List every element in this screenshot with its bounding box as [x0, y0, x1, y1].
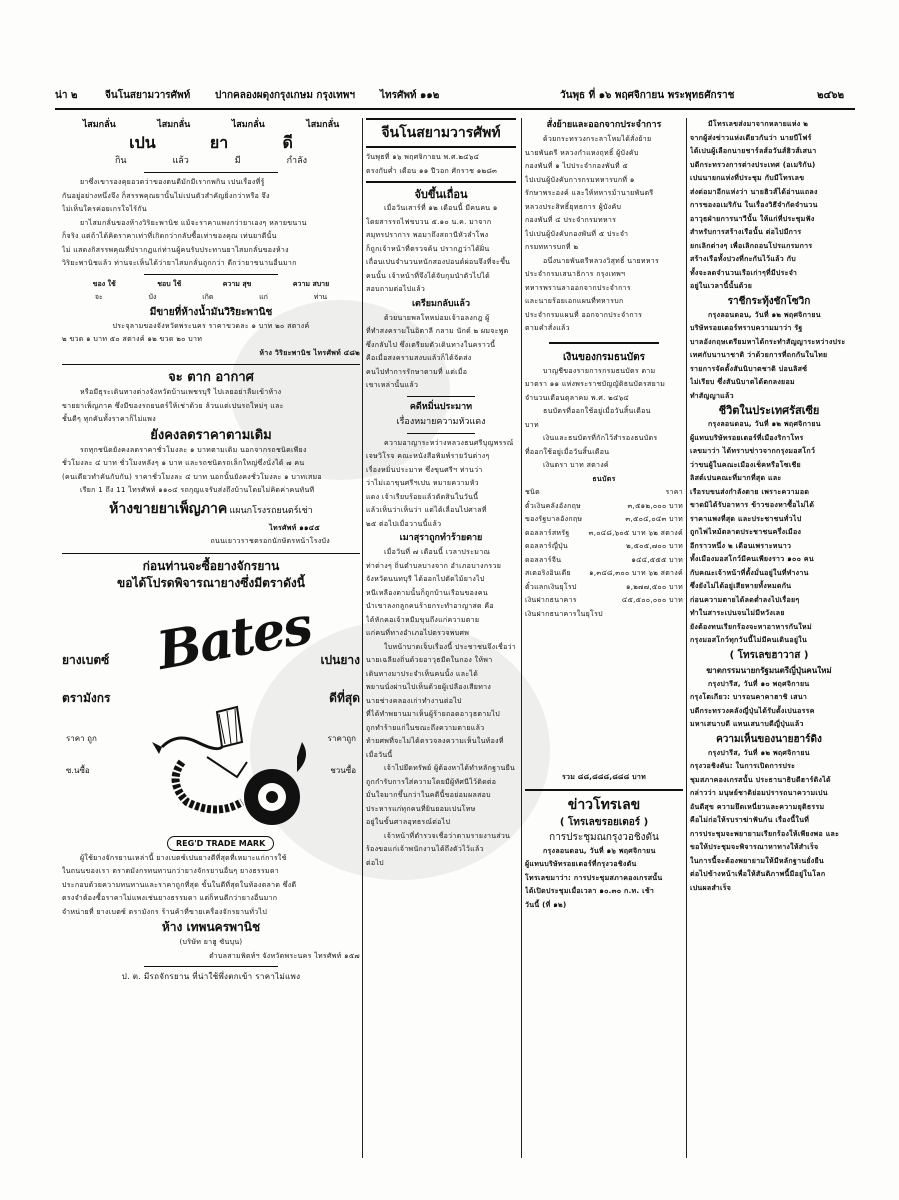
ledger-row [525, 486, 683, 500]
issue-year: ๒๔๖๒ [817, 90, 845, 101]
ledger-total: รวม ๘๘,๘๘๘,๘๘๘ บาท [561, 773, 647, 781]
story-line: เมื่อวันนี้ [366, 750, 393, 759]
story-line: ท่าต่างๆ ถิ่นตำบลบางจาก อำเภอบางกรวย [366, 561, 502, 570]
story-line: นายเฉลียงถิ่นด้วยอาวุธมีดในกอง ให้พา [366, 656, 493, 664]
story-line: เขาเหล่านั้นแล้ว [366, 381, 419, 389]
story-line: ขาดมิได้รับอาหาร ข้าวของหาซื้อไม่ได้ [690, 501, 815, 509]
ledger-amount: ๑,๒๗๗,๕๐๐ บาท [626, 582, 683, 591]
benefit-word: บัง [148, 293, 157, 301]
ledger-amount: ๓,๕๑๒,๐๐๐ บาท [627, 501, 683, 510]
story-line: ประหารแก่ทุกคนที่ยินยอมเปนโทษ [366, 804, 476, 813]
column-divider [521, 118, 522, 1158]
section-rule [62, 364, 360, 365]
bates-body-line: ตรงจำต้องซื้อราคาไม่แพงเช่นยางธรรมดา แต่ก็ทนดีกว่ายางอื่นมาก [62, 894, 278, 902]
story-line: สำหรับการสร้างเรือนั้น ต่อไปมีการ [690, 228, 802, 236]
story-line: ธนบัตร [592, 474, 616, 483]
slogan-word: ไสมกลั่น [157, 120, 191, 130]
section-rule [525, 789, 683, 791]
headline-travel: จะ ตาก อากาศ [168, 370, 254, 385]
story-line: บดีกระทรวงการต่างประเทศ (อเมริกัน) [690, 160, 816, 169]
story-line: ซึ่งยังไม่ได้อยู่เสียหายทั้งหมดกัน [690, 582, 792, 590]
ledger-row [525, 540, 683, 554]
story-line: นายช่างคลองเก่าทำงานต่อไป [366, 696, 462, 705]
headline-telegraph: ข่าวโทรเลข [567, 796, 641, 813]
story-line: แดง เจ้าเรียบร้อยแล้วตัดสินในวันนี้ [366, 492, 479, 501]
ledger-item: ของรัฐบาลอังกฤษ [525, 515, 583, 523]
issue-date: วันพุธ ที่ ๑๖ พฤศจิกายน พระพุทธศักราช [560, 90, 735, 101]
story-line: เรือรบขนส่งกำลังตาย เพราะความอด [690, 487, 810, 496]
column-divider [686, 118, 687, 1158]
bates-right-text: ราคาถูก [327, 733, 356, 743]
bates-footer: ป. ต. มีรถจักรยาน ที่น่าใช้พึ่งตกเข้า ราคาไม่แพง [121, 972, 301, 981]
bates-company: (บริษัท ยาฮู ซันบุน) [179, 938, 243, 946]
price-body-line: รถทุกชนิดยังคงลดราคาชั่วโมงละ ๑ บาทตามเดิม นอกจากรถชนิดเพียง [80, 445, 307, 454]
column-news-2 [525, 118, 683, 912]
story-line: การของอเมริกัน ในเรื่องวิธีจำกัดจำนวน [690, 201, 818, 209]
story-line: อนึ่งนายพันตรีหลวงวิสุทธิ์ นายทหาร [543, 256, 660, 265]
story-line: เถื่อนเปนจำนวนหนักสองปอนด์ผ่อนจึงที่จะขึ้น [366, 258, 511, 266]
story-line: กองพันที่ ๑ ไปประจำกองพันที่ ๕ [525, 162, 629, 170]
ledger-item: เงินฝากธนาคาร [525, 596, 577, 604]
story-line: กรุงมอสโกว์ทุกวันนี้ไม่มีคนเดินอยู่ใน [690, 636, 808, 644]
story-line: กองพันที่ ๔ ประจำกรมทหาร [525, 216, 617, 224]
story-line: หลวงประสิทธิ์ยุทธการ ผู้บังคับ [525, 202, 622, 211]
shop-name: ห้างขายยาเพ็ญภาค [109, 500, 228, 517]
story-line: สร้างเรือทั้งปวงที่กะกันไว้แล้ว กับ [690, 255, 796, 263]
ledger-amount: ๑๔๔,๕๕๕ บาท [631, 555, 683, 564]
bates-left-text: ยางเบตซ์ [62, 652, 110, 667]
bates-left-text: ซ.นซื้อ [66, 765, 90, 775]
story-line: ก่อนความตายได้ลดต่ำลงไปเรื่อยๆ [690, 595, 800, 604]
ad-body-line: ยาซึ่งเขารองคุยอวดว่าของตนดีมักมีเรากพกิน เปนเรื่องที่รู้ [80, 178, 265, 186]
benefit-word: เกิด [202, 293, 214, 301]
divider [407, 433, 475, 434]
story-line: นายพันตรี หลวงกำแหงฤทธิ์ ผู้บังคับ [525, 148, 639, 157]
ledger-amount: ๓,๕๐๔,๐๔๓ บาท [625, 515, 683, 523]
russia-source: ( โทรเลขฮาวาส ) [729, 649, 809, 661]
story-line: ความอาญาระหว่างหลวงธนศรีบุญพรรณ์ [384, 438, 514, 447]
shop-address: ถนนเยาวราชตรอกนักษัตรหน้าโรงบัง [210, 537, 330, 545]
page-header [55, 88, 855, 106]
story-line: นำเขาลงกลูกคนร้ายกระทำอาญาสด คือ [366, 602, 494, 610]
story-line: และนายร้อยเอกแผนที่ทหารบก [525, 297, 624, 305]
story-line: มหาเสนาบดี แทนเสนาบดีญี่ปุ่นแล้ว [690, 720, 804, 728]
benefit-word: ความ สบาย [292, 279, 330, 288]
bates-right-text: ชวนซื้อ [330, 765, 356, 775]
story-line: ยังต้องทนเรียกร้องจะหาอาหารกันใหม่ [690, 622, 812, 631]
story-line: ได้หักคอเจ้าหมีมขุนถึงแก่ความตาย [366, 615, 480, 624]
story-line: ราคาแพงที่สุด และประชาชนทั่วไป [690, 514, 802, 523]
story-line: เปนนายกแห่งที่ประชุม กับมีโทรเลข [690, 174, 805, 182]
headline-transfer: สั่งย้ายและออกจากประจำการ [546, 120, 662, 130]
ledger-amount: ๔๕,๕๐๐,๐๐๐ บาท [621, 596, 683, 604]
ledger-item: ชนิด [525, 488, 540, 496]
story-line: บาลอังกฤษเตรียมหาได้กระทำสัญญาระหว่างประ [690, 337, 846, 346]
story-line: ว่าไม่เอาขุนศรีฯเปน หมายความหัว [366, 479, 479, 487]
ledger-row [525, 581, 683, 595]
shop-phone: ไทรศัพท์ ๑๑๔๕ [269, 523, 320, 532]
story-line: ก็ถูกเจ้าหน้าที่ตรวจค้น ปรากฏว่าได้ฝิ่น [366, 244, 490, 253]
ledger-row [525, 527, 683, 541]
ledger-item: ดอลลาร์ญี่ปุ่น [525, 542, 568, 550]
ad-price: ๒ ขวด ๑ บาท ๕๐ สตางค์ ๑๒ ขวด ๒๐ บาท [62, 335, 203, 343]
story-line: ไปเปนผู้บังคับกองพันที่ ๕ ประจำ [525, 229, 629, 238]
shop-subtitle: แผนกโรงรถยนตร์เช่า [229, 505, 313, 516]
story-line: จากผู้ส่งข่าวแห่งเดียวกันว่า นายบีโฟร์ [690, 133, 812, 142]
story-line: คือเมื่อสงครามสงบแล้วก็ได้จัดส่ง [366, 354, 472, 362]
headline-russia: ชีวิตในประเทศรัสเซีย [718, 404, 820, 417]
ad-body-line: ไม่ แสดงกิสรรพคุณที่ปรากฏแก่ท่านผู้คนรับประทานยาไสมกลั่นของห้าง [62, 245, 289, 254]
story-line: จังหวัดนนทบุรี ได้ออกไปตัดไม้ยางไป [366, 575, 485, 583]
story-line: เจ้าหน้าที่ตำรวจเชื่อว่าตามรายงานส่วน [384, 831, 511, 840]
ad-body-line: วิริยะพานิชแล้ว ท่านจะเห็นได้ว่ายาไสมกลั่นถูกกว่า ดีกว่ายาขนานอื่นมาก [62, 259, 297, 267]
shop-signature [62, 498, 360, 522]
bates-address: ตำบลสามพิตท์ฯ จังหวัดพระนคร ไทรศัพท์ ๑๕๗ [209, 951, 360, 960]
story-line: ได้เปนผู้เลือกนายชาร์ลส์อวันส์ฮิวส์เสนา [690, 147, 817, 155]
story-line: บาญชีของรายการกรมธนบัตร ตาม [543, 366, 656, 375]
section-rule [62, 553, 360, 554]
story-line: กรุงลอนดอน, วันที่ ๑๒ พฤศจิกายน [708, 310, 821, 319]
story-line: ตามคำสั่งแล้ว [525, 324, 570, 332]
story-line: ขอให้ประชุมจะพิจารณาหาทางให้สำเร็จ [690, 843, 819, 851]
paper-address: ปากคลองผดุงกรุงเกษม กรุงเทพฯ [215, 90, 355, 101]
paper-phone: ไทรศัพท์ ๑๑๒ [380, 90, 440, 101]
story-line: ที่ได้ทำพยานมาเห็นผู้ร้ายถอดอาวุธตามไป [366, 710, 500, 718]
story-line: บดีกระทรวงคลังญี่ปุ่นได้รับตั้งเปนอรรค [690, 706, 815, 715]
story-line: เรื่องหมิ่นประมาท ซึ่งขุนศรีฯ ท่านว่า [366, 465, 483, 474]
story-line: คือไม่ก่อให้รบราฆ่าฟันกัน เรื่องนี้ในที่ [690, 816, 810, 824]
slogan-word: เปน [129, 133, 156, 152]
slogan-word: ยา [209, 133, 229, 152]
story-line: ร้องขอแก่เจ้าพนักงานได้ถึงตัวไว้แล้ว [366, 845, 484, 853]
masthead-date: วันพุธที่ ๑๖ พฤศจิกายน พ.ศ.๒๔๖๔ [366, 153, 480, 161]
story-line: ถูกกำรับการใส่ความโดยมีผู้ทัศนีไว้ติดต่อ [366, 777, 497, 786]
masthead [366, 118, 516, 183]
story-line: ด้วยกระทรวงกระลาโหมได้สั่งย้าย [543, 135, 652, 143]
ad-benefits-a [62, 278, 360, 292]
masthead-title: จีนโนสยามวารศัพท์ [366, 123, 516, 148]
story-line: แก่คนที่ทางอำเภอไปตรวจพบศพ [366, 629, 470, 637]
story-line: ผู้แทนบริษัทรอยเตอร์ที่เมืองริกาโทร [690, 433, 804, 442]
story-line: ทหารพรานลาออกจากประจำการ [525, 283, 631, 292]
story-line: อาวุธฝ่ายการนาวีนั้น ให้แก่ที่ประชุมฟัง [690, 214, 815, 223]
ledger-amount: ๒,๕๐๕,๗๐๐ บาท [626, 542, 683, 550]
column-ads [62, 118, 360, 984]
bates-left-text: ราคา ถูก [66, 733, 97, 743]
story-line: ถูกไฟไหม้ตลาดประชาชนครึ่งเมือง [690, 528, 802, 536]
benefit-word: ของ ใช้ [92, 279, 116, 288]
ledger-amount: ๓,๐๔๘,๖๐๕ บาท ๖๒ สตางค์ [588, 528, 683, 537]
ad-slogan-mid [62, 132, 360, 154]
slogan-word: ไสมกลั่น [306, 120, 340, 130]
ad-body-line: ยาไสมกลั่นของห้างวิริยะพานิช แม้จะราคาแพงกว่ายาเองๆ หลายขนาน [80, 218, 307, 227]
story-line: มั่นใจมากขึ้นกว่าในคดีนี้ขอย่อมผลสอบ [366, 791, 491, 799]
story-line: เปนผลสำเร็จ [690, 883, 732, 892]
story-line: ชุมสภาคองเกรสนั้น ประธานาธิบดีฮาร์ดิงได้ [690, 775, 831, 784]
story-line: กรุงปารีส, วันที่ ๑๐ พฤศจิกายน [708, 679, 810, 688]
story-line: ได้เปิดประชุมเมื่อเวลา ๑๐.๓๐ ก.ท. เช้า [525, 887, 655, 895]
story-line: เดินทางมาประจำเห็นคนนั้ง และได้ [366, 669, 479, 678]
bates-shop-name: ห้าง เทพนครพานิช [161, 920, 261, 934]
ledger-item: เงินฝากธนาคารในยุโรป [525, 609, 603, 618]
ledger-item: ตั๋วแลกเงินยุโรป [525, 582, 577, 591]
bates-left-text: ตรามังกร [62, 690, 111, 705]
slogan-word: มี [234, 156, 241, 166]
story-line: สอบถามต่อไปแล้ว [366, 285, 426, 293]
story-line: เงินตรา บาท สตางค์ [543, 461, 609, 469]
story-line: แล้วเห็นว่าเห็นว่า แต่ได้เลื่อนไปศาลที่ [366, 506, 487, 514]
ad-price: ประจุลามของจังหวัดพระนคร ราคาขวดละ ๑ บาท ๒๐ สตางค์ [112, 321, 310, 330]
story-line: คนนั้น เจ้าหน้าที่จึงได้จับกุมนำตัวไปได้ [366, 271, 490, 280]
story-line: โดยสารรถไฟขบวน ๕.๑๐ น.ค. มาจาก [366, 217, 492, 226]
price-body-line: (คนเดียวทำคันกับกัน) ราคาชั่วโมงละ ๔ บาท นอกนั้นยังคงชั่วโมงละ ๑ บาทเสมอ [62, 472, 322, 481]
story-line: เลขมาว่า ได้ทราบข่าวจากกรุงมอสโกว์ [690, 447, 816, 455]
story-line: ซึ่งกลับไป ซึ่งเตรียมตัวเดินทางในคราวนี้ [366, 340, 496, 349]
headline-japan-pm: ฆาตกรรมนายกรัฐมนตรีญี่ปุ่นคนใหม่ [706, 665, 832, 675]
story-line: ทั้งเมืองมอสโกว์มีคนเพียงราว ๑๐๐ คน [690, 555, 814, 563]
story-line: อีกราวหนึ่ง ๒ เดือนเพราะหนาว [690, 541, 792, 550]
ledger-item: ดอลลาร์จีน [525, 555, 562, 564]
story-line: ผู้แทนบริษัทรอยเตอร์ที่กรุงวอชิงตัน [525, 860, 637, 868]
story-line: กับคณะเจ้าหน้าที่ตั้งมั่นอยู่ในที่ทำงาน [690, 568, 809, 577]
story-line: ที่ออกใช้อยู่เมื่อวันสิ้นเดือน [525, 447, 610, 456]
ad-body-line: กันอยู่อย่างหนึ่งจึง ก็สรรพคุณยานั้นไม่เปนตัวสำคัญยิ่งกว่าหรือ จึง [62, 191, 270, 200]
bates-ad [62, 592, 360, 852]
story-line: เมื่อวันที่ ๗ เดือนนี้ เวลาประมาณ [384, 548, 491, 556]
story-line: เงินและธนบัตรที่กักไว้สำรองธนบัตร [543, 434, 658, 442]
story-line: เจ้าไปยึดทรัพย์ ผู้ต้องหาได้ทำหลักฐานยืน [384, 764, 516, 772]
story-line: กรมทหารบกที่ ๒ [525, 243, 579, 251]
ledger-table [525, 486, 683, 621]
slogan-word: ดี [282, 133, 293, 152]
travel-body-line: หรือมีธุระเดินทางต่างจังหวัดบ้านเพชรบุรี ไปเลยอย่าลืมเข้าห้าง [80, 388, 282, 396]
ledger-row [525, 567, 683, 581]
story-line: ทำในสาระเปนจนไม่มีหวังเลย [690, 609, 785, 617]
ledger-row [525, 594, 683, 608]
bates-body-line: ประกอบด้วยความทนทานและราคาถูกที่สุด ขั้นในดีที่สุดในท้องตลาด ซึ่งดี [62, 880, 297, 889]
subheadline-defamation: เรื่องหมายความหัวแดง [396, 416, 486, 427]
story-line: โทรเลขมาว่า: การประชุมสภาคองเกรสนั้น [525, 873, 663, 882]
headline-price: ยังคงลดราคาตามเดิม [150, 427, 272, 443]
divider [549, 342, 660, 344]
story-line: ประจำกรมแผนที่ ออกจากประจำการ [525, 310, 643, 319]
story-line: การประชุมจะพยายามเรียกร้องให้เพียงพอ และ [690, 829, 840, 838]
bates-headline: ก่อนท่านจะซื้อยางจักรยาน [142, 558, 280, 573]
headline-banknotes: เงินของกรมธนบัตร [562, 351, 646, 363]
bates-body-line: ผู้ใช้ยางจักรยานเหล่านี้ ยางเบตซ์เปนยางดีที่สุดที่เหมาะแก่การใช้ [80, 853, 287, 862]
page-number: น่า ๒ [55, 90, 78, 101]
story-line: คนไปทำการรักษาตามที่ แต่เมื่อ [366, 367, 468, 376]
story-line: ๒๕ ต่อไปเมื่อวานนี้แล้ว [366, 519, 442, 528]
telegraph-subheadline: การประชุมณกรุงวอชิงตัน [549, 831, 659, 843]
benefit-word: จะ [94, 293, 103, 301]
story-line: ยกเลิกต่างๆ เพื่อเลิกถอนโปรแกรมการ [690, 241, 813, 250]
column-divider [362, 118, 363, 1158]
story-line: ต่อไปข้างหน้าเพื่อให้สันติภาพนี้มีอยู่ในโลก [690, 870, 826, 878]
story-line: กรุงลอนดอน, วันที่ ๑๒ พฤศจิกายน [708, 420, 821, 428]
story-line: ด้วยนายพลโทหม่อมเจ้าอลงกฎ ผู้ [384, 313, 490, 322]
ledger-row [525, 554, 683, 568]
story-line: กรุงปารีส, วันที่ ๑๒ พฤศจิกายน [708, 748, 810, 757]
travel-body-line: ขายยาเพ็ญภาค ซึ่งมีของรถยนตร์ให้เช่าด้วย ล้วนแต่เปนรถใหม่ๆ และ [62, 401, 284, 410]
story-line: รักษาพระองค์ และให้ทหารม้านายพันตรี [525, 189, 654, 197]
ad-body-line: ไม่เห็นใครค่อยเกรใจไร้กัน [62, 205, 147, 213]
slogan-word: ไสมกลั่น [82, 120, 116, 130]
story-line: ไม่เรียบ ซึ่งสันนิบาตได้ตกลงยอม [690, 378, 795, 386]
divider [144, 274, 278, 275]
dragon-tire-illustration [147, 702, 317, 832]
story-line: ท้ายศพที่จะไม่ได้ตรวจลงความเห็นในท้องที่ [366, 737, 504, 745]
trademark-label: REG'D TRADE MARK [167, 836, 274, 852]
divider [144, 172, 278, 173]
ledger-row [525, 500, 683, 514]
story-line: หนีเหลืองตามนั้นก็ถูกบ้านเรือนของคน [366, 588, 488, 597]
spacer [525, 621, 683, 771]
story-line: กล่าวว่า มนุษย์ชาติย่อมปรารถนาความเปน [690, 789, 828, 797]
story-line: อันดีสุข ความยึดเหนี่ยวและความยุติธรรม [690, 802, 825, 811]
ad-slogan-low [62, 154, 360, 169]
slogan-word: ไสมกลั่น [231, 120, 265, 130]
slogan-word: กำลัง [286, 156, 308, 166]
story-line: ใบหน้าบาดเจ็บเรื่องนี้ ประชาชนจึงเชื่อว่า [384, 642, 516, 651]
story-line: ถูกทำร้ายแก่ในขณะถึงความตายแล้ว [366, 723, 485, 732]
slogan-word: แล้ว [172, 156, 189, 166]
ledger-row [525, 608, 683, 622]
ledger-amount: ๑,๓๔๘,๓๐๐ บาท ๖๒ สตางค์ [589, 569, 683, 577]
benefit-word: ท่าน [313, 293, 328, 301]
story-line: จำนวนเดือนตุลาคม พ.ศ. ๒๔๖๔ [525, 393, 630, 402]
story-line: รายการจัดตั้งสันนิบาตชาติ บ่อนลิสซ์ [690, 364, 808, 373]
bates-right-text: ดีที่สุด [329, 690, 360, 705]
telegraph-source: ( โทรเลขรอยเตอร์ ) [559, 816, 649, 828]
bates-subheadline: ขอได้โปรดพิจารณายางซึ่งมีตราดังนี้ [117, 575, 305, 590]
column-news-3 [690, 118, 848, 895]
ledger-row [525, 513, 683, 527]
ledger-item: ดอลลาร์สหรัฐ [525, 528, 570, 537]
story-line: บาท [525, 420, 539, 429]
story-line: พยานนั่งผ่านไปเห็นด้วยผู้เปลืองเสียทาง [366, 683, 492, 691]
story-line: ธนบัตรที่ออกใช้อยู่เมื่อวันสิ้นเดือน [543, 407, 651, 415]
story-line: ไปเปนผู้บังคับการกรมทหารบกที่ ๑ [525, 175, 635, 184]
bates-body-line: จำหน่ายที่ ยางเบตซ์ ตรามังกร ร้านค้าที่ขายเครื่องจักรยานทั่วไป [62, 907, 268, 916]
headline-murder: เมาสุราถูกทำร้ายตาย [399, 533, 483, 543]
travel-body-line: ชั้นดีๆ ทุกคันทั้งราคาก็ไม่แพง [62, 415, 156, 423]
story-line: ลิสต์เปนคณะที่มากที่สุด และ [690, 474, 782, 482]
story-line: สมุทรปราการ พอมาถึงสถานีหัวลำโพง [366, 231, 489, 239]
story-line: ส่งต่อมาอีกแห่งว่า นายฮิวส์ได้อ่านแถลง [690, 187, 818, 196]
price-body-line: ชั่วโมงละ ๔ บาท ชั่วโมงหลังๆ ๑ บาท และรถชนิดรถเล็กใหญ่ซึ่งนั่งได้ ๗ คน [62, 459, 305, 467]
benefit-word: แก่ [259, 293, 268, 301]
story-line: บริษัทรอยเตอร์ทราบความมาว่า รัฐ [690, 324, 803, 332]
headline-defamation: คดีหมิ่นประมาท [409, 401, 473, 412]
story-line: เมื่อวันเสาร์ที่ ๑๒ เดือนนี้ มีคนคน ๑ [384, 204, 498, 212]
story-line: ทำสัญญาแล้ว [690, 391, 734, 400]
paper-name: จีนโนสยามวารศัพท์ [105, 90, 191, 101]
ad-shop: ห้าง วิริยะพานิช ไทรศัพท์ ๔๘๒ [259, 348, 360, 357]
story-line: กรุงลอนดอน, วันที่ ๑๖ พฤศจิกายน [543, 846, 656, 855]
headline-smuggling: จับขึ้นเถื่อน [414, 188, 468, 201]
masthead-lunar-date: ตรงกับค่ำ เดือน ๑๑ ปีวอก ศักราช ๑๒๘๓ [366, 166, 498, 175]
story-line: อยู่ในขั้นศาลอุทธรณ์ต่อไป [366, 818, 451, 826]
headline-return: เตรียมกลับแล้ว [411, 298, 470, 309]
ad-benefits-b [62, 291, 360, 305]
story-line: มีโทรเลขส่งมาจากหลายแห่ง ๒ [708, 120, 809, 128]
divider [407, 396, 475, 397]
column-news-1 [366, 118, 516, 870]
story-line: กรุงโตเกียว: บารอนคาคาฮาชิ เสนา [690, 693, 808, 701]
story-line: ว่าขนผู้ในคณะเมืองเช็คหรือโซเชีย [690, 460, 801, 469]
story-line: อยู่ในเวลานี้นั้นด้วย [690, 282, 753, 290]
benefit-word: ชอบ ใช้ [157, 279, 182, 288]
price-body-line: เรียก 1 ถึง 11 ไทรศัพท์ ๑๑๐๔ รถกุญแจรับส่งถึงบ้านโดยไม่คิดค่าคนทันที [80, 486, 315, 494]
bates-body-line: ในถนนของเรา ตราตมังกรทนทานกว่ายางจักรยานอื่นๆ ยางธรรมดา [62, 867, 280, 875]
story-line: ทั้งจะลดจำนวนเรือเก่าๆที่มีประจำ [690, 268, 798, 277]
story-line: วันนี้ (ที่ ๑๒) [525, 900, 567, 909]
ledger-amount: ราคา [665, 488, 683, 496]
story-line: เจษวิโรจ คณะหนังสือพิมพ์รายวันต่างๆ [366, 452, 490, 460]
story-line: ในการนี้จะต้องพยายามให้มีหลักฐานยั่งยืน [690, 856, 825, 865]
story-line: ประจำกรมเสนาธิการ กรุงเทพฯ [525, 270, 626, 278]
story-line: มาตรา ๑๑ แห่งพระราชบัญญัติธนบัตรสยาม [525, 380, 666, 388]
ledger-item: ตั๋วเงินคลังอังกฤษ [525, 501, 582, 510]
benefit-word: ความ สุข [222, 279, 252, 288]
story-line: เทศกับนานาชาติ ว่าด้วยการที่ถกกันในไทย [690, 351, 828, 359]
ad-seller: มีขายที่ห้างน้ำมันวิริยะพานิช [149, 306, 273, 318]
header-rule [55, 108, 855, 110]
story-line: ที่ทำสงครามในอิตาลี กลาม นักด์ ๒ ผมจะพูด [366, 327, 509, 335]
headline-harding: ความเห็นของนายฮาร์ดิง [716, 733, 822, 745]
story-line: กรุงวอชิงตัน: ในการเปิดการประ [690, 762, 796, 770]
divider [144, 966, 278, 967]
ledger-item: สเตอริงอินเดีย [525, 569, 571, 577]
story-line: ต่อไป [366, 858, 384, 867]
headline-bolshevik: ราชีกระทุ้งชักโซวิก [727, 295, 811, 307]
ad-slogan-top [62, 118, 360, 132]
slogan-word: กิน [114, 156, 127, 166]
bates-logo: Bates [152, 594, 316, 682]
ad-body-line: ก็จริง แต่ถ้าได้คิดราคาเท่าที่เกิดกว่ากลับซื้อเท่าของคุณ เท่นยาดีนั้น [62, 232, 277, 240]
bates-right-text: เปนยาง [320, 652, 360, 667]
